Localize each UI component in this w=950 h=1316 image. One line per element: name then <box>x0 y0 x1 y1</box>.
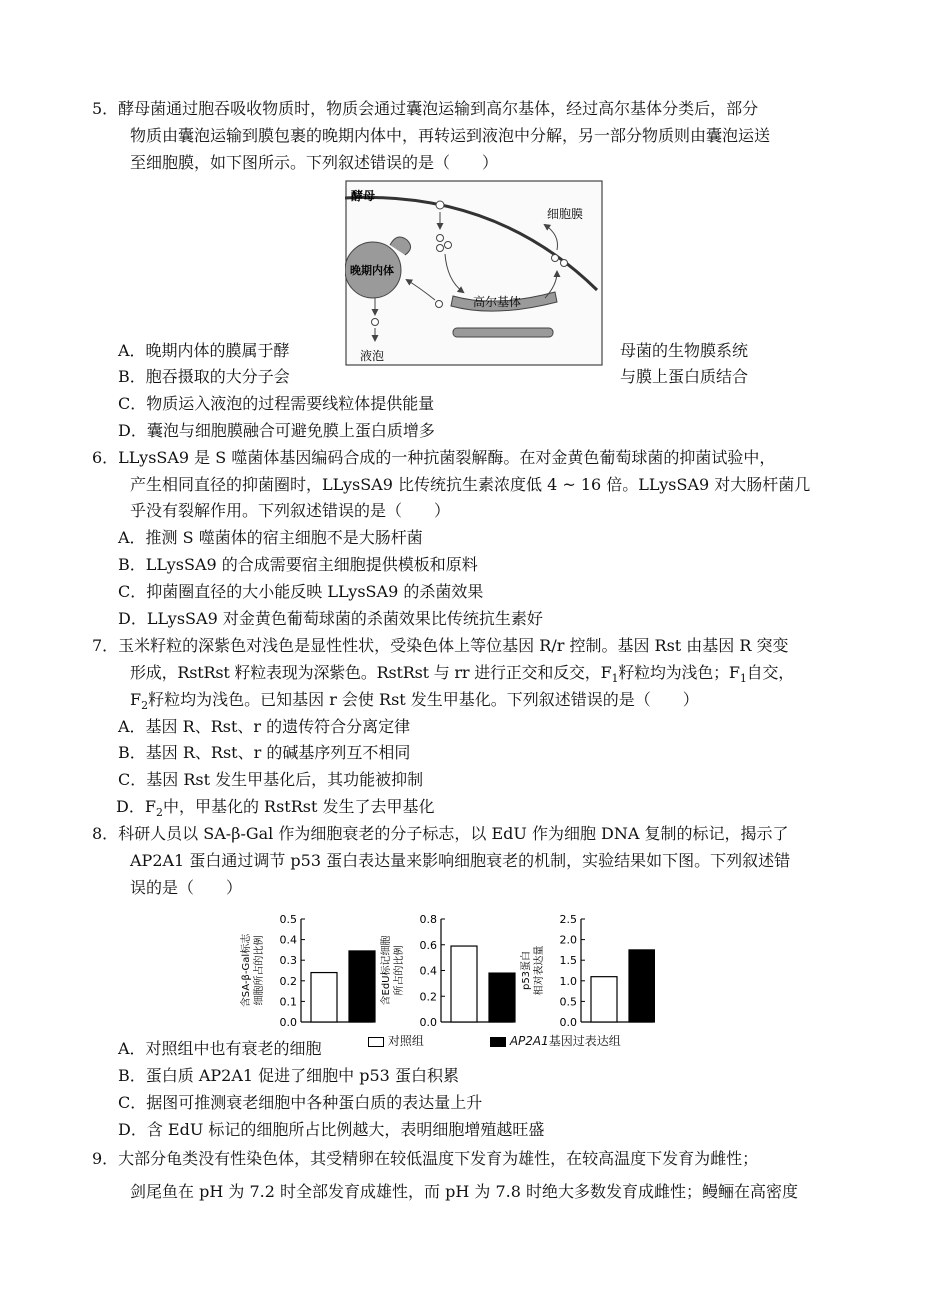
q9-stem-line1: 9．大部分龟类没有性染色体，其受精卵在较低温度下发育为雄性，在较高温度下发育为雌性； <box>92 1149 759 1168</box>
q6-option-b: B．LLysSA9 的合成需要宿主细胞提供模板和原料 <box>118 555 478 574</box>
q8-stem-line2: AP2A1 蛋白通过调节 p53 蛋白表达量来影响细胞衰老的机制，实验结果如下图。下列叙述错 <box>130 851 791 870</box>
q9-stem-line2: 剑尾鱼在 pH 为 7.2 时全部发育成雄性，而 pH 为 7.8 时绝大多数发育成雌性；鳗鲡在高密度 <box>130 1182 798 1201</box>
y-axis-label: 含EdU标记细胞 <box>381 935 392 1006</box>
y-tick-label: 0.6 <box>419 938 437 952</box>
label-vacuole: 液泡 <box>360 349 385 363</box>
y-tick-label: 0.4 <box>279 933 297 947</box>
label-golgi: 高尔基体 <box>473 295 522 309</box>
q5-option-c: C．物质运入液泡的过程需要线粒体提供能量 <box>118 394 435 413</box>
label-yeast: 酵母 <box>351 189 376 203</box>
q6-option-d: D．LLysSA9 对金黄色葡萄球菌的杀菌效果比传统抗生素好 <box>118 609 543 628</box>
q7-option-b: B．基因 R、Rst、r 的碱基序列互不相同 <box>118 743 411 762</box>
y-axis-label: 所占的比例 <box>394 945 405 996</box>
bar-control <box>451 946 477 1022</box>
y-axis-label: 相对表达量 <box>534 945 545 996</box>
q8-bar-charts <box>235 905 655 1030</box>
bar-control <box>591 977 617 1022</box>
y-tick-label: 0.5 <box>279 913 297 926</box>
y-tick-label: 0.1 <box>279 995 297 1009</box>
bar-overexpression <box>349 951 375 1022</box>
q5-option-a-left: A．晚期内体的膜属于酵 <box>118 341 290 360</box>
y-tick-label: 0.2 <box>419 990 437 1004</box>
bar-control <box>311 973 337 1022</box>
q6-stem-line1: 6．LLysSA9 是 S 噬菌体基因编码合成的一种抗菌裂解酶。在对金黄色葡萄球菌的抑菌试验中， <box>92 448 776 467</box>
y-tick-label: 0.2 <box>279 974 297 988</box>
y-tick-label: 0.0 <box>559 1016 577 1029</box>
q6-stem-line3: 乎没有裂解作用。下列叙述错误的是（ ） <box>130 501 451 520</box>
label-late-endosome: 晚期内体 <box>350 264 394 277</box>
q5-stem-line2: 物质由囊泡运输到膜包裹的晚期内体中，再转运到液泡中分解，另一部分物质则由囊泡运送 <box>130 126 771 145</box>
y-tick-label: 0.4 <box>419 964 437 978</box>
q7-stem-line1: 7．玉米籽粒的深紫色对浅色是显性性状，受染色体上等位基因 R/r 控制。基因 Rst 由基因 R 突变 <box>92 636 789 655</box>
q8-option-c: C．据图可推测衰老细胞中各种蛋白质的表达量上升 <box>118 1093 483 1112</box>
y-tick-label: 2.0 <box>559 933 577 947</box>
y-axis-label: p53蛋白 <box>521 950 532 991</box>
q5-option-b-left: B．胞吞摄取的大分子会 <box>118 367 290 386</box>
q7-option-a: A．基因 R、Rst、r 的遗传符合分离定律 <box>118 717 411 736</box>
legend-over-swatch <box>490 1037 506 1047</box>
q5-stem-line1: 5．酵母菌通过胞吞吸收物质时，物质会通过囊泡运输到高尔基体，经过高尔基体分类后，部分 <box>92 99 759 118</box>
y-tick-label: 0.0 <box>419 1016 437 1029</box>
y-tick-label: 2.5 <box>559 913 577 926</box>
q6-stem-line2: 产生相同直径的抑菌圈时，LLysSA9 比传统抗生素浓度低 4 ~ 16 倍。LLysSA9 对大肠杆菌几 <box>130 475 811 494</box>
q5-stem-line3: 至细胞膜，如下图所示。下列叙述错误的是（ ） <box>130 153 499 172</box>
yeast-transport-diagram <box>345 180 603 366</box>
q6-option-c: C．抑菌圈直径的大小能反映 LLysSA9 的杀菌效果 <box>118 582 484 601</box>
legend-overexpression: AP2A1基因过表达组 <box>490 1032 621 1049</box>
label-membrane: 细胞膜 <box>547 207 584 221</box>
q8-option-a: A．对照组中也有衰老的细胞 <box>118 1038 348 1060</box>
q5-option-a-right: 母菌的生物膜系统 <box>620 341 749 360</box>
q8-stem-line1: 8．科研人员以 SA-β-Gal 作为细胞衰老的分子标志，以 EdU 作为细胞 DNA 复制的标记，揭示了 <box>92 824 789 843</box>
y-tick-label: 1.0 <box>559 974 577 988</box>
q8-option-b: B．蛋白质 AP2A1 促进了细胞中 p53 蛋白积累 <box>118 1066 459 1085</box>
q7-stem-line2: 形成，RstRst 籽粒表现为深紫色。RstRst 与 rr 进行正交和反交，$F_1$籽粒均为浅色；$F_1$自交， <box>130 663 795 686</box>
y-tick-label: 0.0 <box>279 1016 297 1029</box>
bar-overexpression <box>489 973 515 1022</box>
q8-stem-line3: 误的是（ ） <box>130 878 243 897</box>
y-tick-label: 1.5 <box>559 954 577 968</box>
q7-option-d: D．$F_2$中，甲基化的 RstRst 发生了去甲基化 <box>116 797 435 820</box>
y-tick-label: 0.3 <box>279 954 297 968</box>
y-axis-label: 含SA-β-Gal标志 <box>241 933 252 1008</box>
q5-option-b-right: 与膜上蛋白质结合 <box>620 367 749 386</box>
y-tick-label: 0.5 <box>559 995 577 1009</box>
q6-option-a: A．推测 S 噬菌体的宿主细胞不是大肠杆菌 <box>118 528 423 547</box>
q5-option-d: D．囊泡与细胞膜融合可避免膜上蛋白质增多 <box>118 421 435 440</box>
y-axis-label: 细胞所占的比例 <box>254 935 265 1006</box>
legend-control: 对照组 <box>368 1032 424 1049</box>
q8-option-d: D．含 EdU 标记的细胞所占比例越大，表明细胞增殖越旺盛 <box>118 1120 545 1139</box>
y-tick-label: 0.8 <box>419 913 437 926</box>
q7-stem-line3: $F_2$籽粒均为浅色。已知基因 r 会使 Rst 发生甲基化。下列叙述错误的是（ ） <box>130 690 699 713</box>
bar-overexpression <box>629 950 655 1022</box>
legend-control-swatch <box>368 1037 384 1047</box>
q7-option-c: C．基因 Rst 发生甲基化后，其功能被抑制 <box>118 770 424 789</box>
